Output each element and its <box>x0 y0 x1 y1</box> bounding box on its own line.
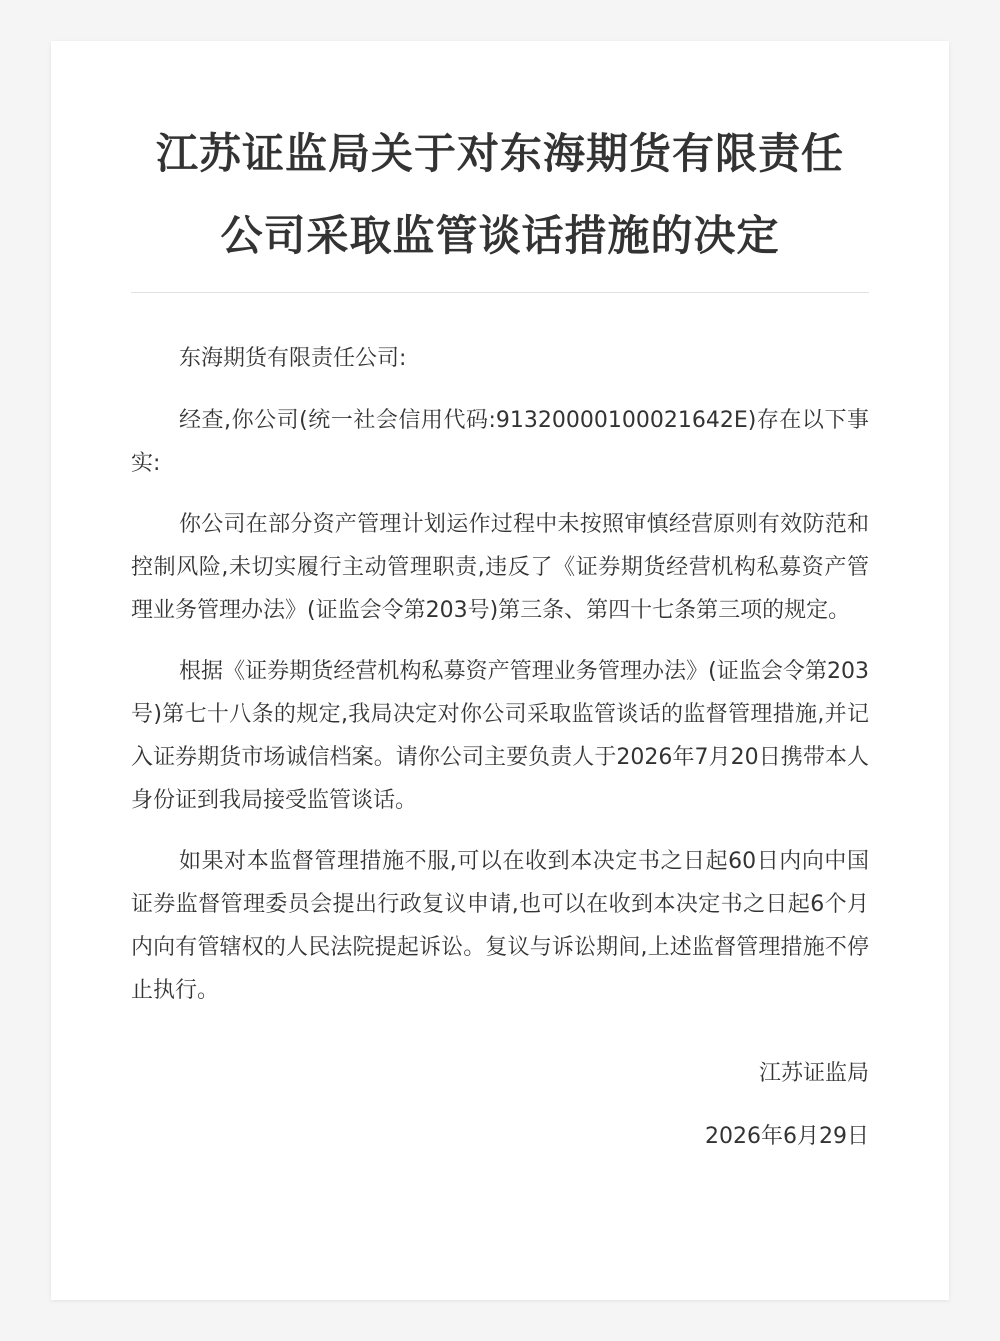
issuer-signature: 江苏证监局 <box>758 1061 869 1086</box>
title-line-2: 公司采取监管谈话措施的决定 <box>220 211 780 260</box>
document-title <box>131 41 869 277</box>
paragraph-appeal-rights: 如果对本监督管理措施不服,可以在收到本决定书之日起60日内向中国证券监督管理委员会提出行政复议申请,也可以在收到本决定书之日起6个月内向有管辖权的人民法院提起诉讼。复议与诉讼期间,上述监督管理措施不停止执行。 <box>131 849 869 1003</box>
document-body <box>131 337 869 1012</box>
document-page <box>51 41 949 1300</box>
paragraph-findings-intro: 经查,你公司(统一社会信用代码:91320000100021642E)存在以下事实: <box>131 408 869 476</box>
title-line-1: 江苏证监局关于对东海期货有限责任 <box>155 129 844 178</box>
paragraph-violation: 你公司在部分资产管理计划运作过程中未按照审慎经营原则有效防范和控制风险,未切实履行主动管理职责,违反了《证券期货经营机构私募资产管理业务管理办法》(证监会令第203号)第三条、第四十七条第三项的规定。 <box>131 512 869 623</box>
salutation: 东海期货有限责任公司: <box>179 346 407 371</box>
issue-date: 2026年6月29日 <box>705 1124 869 1149</box>
title-divider <box>131 292 869 293</box>
paragraph-decision: 根据《证券期货经营机构私募资产管理业务管理办法》(证监会令第203号)第七十八条的规定,我局决定对你公司采取监管谈话的监督管理措施,并记入证券期货市场诚信档案。请你公司主要负责人于2026年7月20日携带本人身份证到我局接受监管谈话。 <box>131 659 869 813</box>
